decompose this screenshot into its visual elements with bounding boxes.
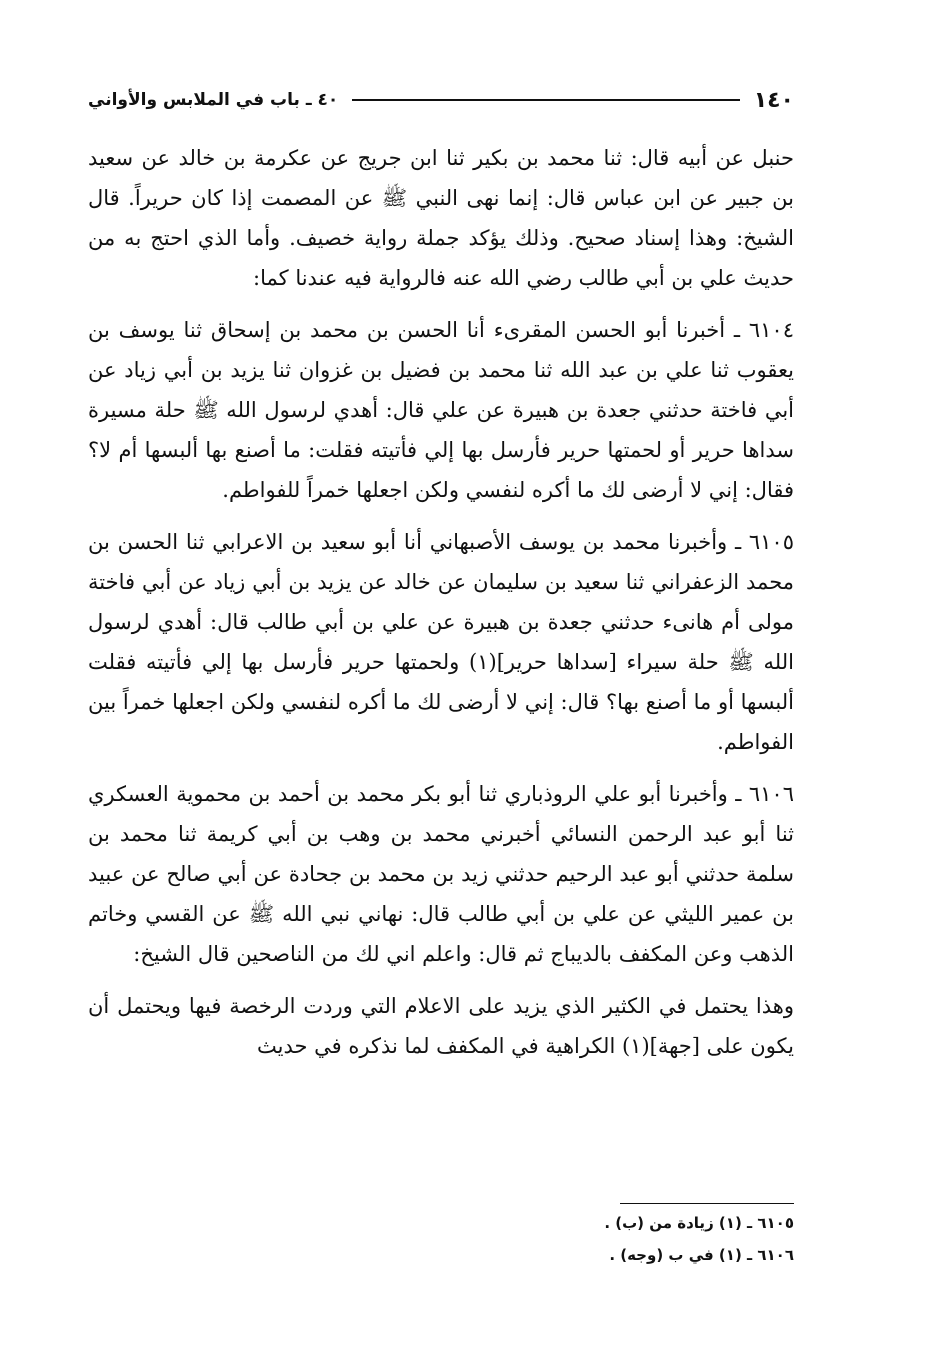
paragraph-commentary: وهذا يحتمل في الكثير الذي يزيد على الاعلام التي وردت الرخصة فيها ويحتمل أن يكون على [جهة](١) الكراهية في المكفف لما نذكره في حديث [88, 994, 794, 1058]
page-number: ١٤٠ [753, 87, 794, 113]
running-title: ٤٠ ـ باب في الملابس والأواني [88, 90, 339, 110]
footnotes [88, 1207, 794, 1271]
paragraph-hadith-6105: ٦١٠٥ ـ وأخبرنا محمد بن يوسف الأصبهاني أنا أبو سعيد بن الاعرابي ثنا الحسن بن محمد الزعفراني ثنا سعيد بن سليمان عن خالد عن يزيد بن أبي زياد عن أبي فاختة مولى أم هانىء حدثني جعدة بن هبيرة عن علي بن أبي طالب قال: أهدي لرسول الله ﷺ حلة سيراء [سداها حرير](١) ولحمتها حرير فأرسل بها إلي فأتيته فقلت ألبسها أو ما أصنع بها؟ قال: إني لا أرضى لك ما أكره لنفسي ولكن اجعلها خمراً بين الفواطم. [88, 530, 794, 754]
footnote-6106: ٦١٠٦ ـ (١) في ب (وجه) . [609, 1246, 794, 1264]
footnote-separator [620, 1203, 794, 1204]
paragraph-hadith-6104: ٦١٠٤ ـ أخبرنا أبو الحسن المقرىء أنا الحسن بن محمد بن إسحاق ثنا يوسف بن يعقوب ثنا علي بن عبد الله ثنا محمد بن فضيل بن غزوان ثنا يزيد بن أبي زياد عن أبي فاختة حدثني جعدة بن هبيرة عن علي قال: أهدي لرسول الله ﷺ حلة مسيرة سداها حرير أو لحمتها حرير فأرسل بها إلي فأتيته فقلت: ما أصنع بها ألبسها أم لا؟ فقال: إني لا أرضى لك ما أكره لنفسي ولكن اجعلها خمراً للفواطم. [88, 318, 794, 502]
footnote-6105: ٦١٠٥ ـ (١) زيادة من (ب) . [604, 1214, 794, 1232]
paragraph-intro: حنبل عن أبيه قال: ثنا محمد بن بكير ثنا ابن جريج عن عكرمة بن خالد عن سعيد بن جبير عن ابن عباس قال: إنما نهى النبي ﷺ عن المصمت إذا كان حريراً. قال الشيخ: وهذا إسناد صحيح. وذلك يؤكد جملة رواية خصيف. وأما الذي احتج به من حديث علي بن أبي طالب رضي الله عنه فالرواية فيه عندنا كما: [88, 146, 794, 290]
paragraph-hadith-6106: ٦١٠٦ ـ وأخبرنا أبو علي الروذباري ثنا أبو بكر محمد بن أحمد بن محموية العسكري ثنا أبو عبد الرحمن النسائي أخبرني محمد بن وهب بن أبي كريمة ثنا محمد بن سلمة حدثني أبو عبد الرحيم حدثني زيد بن محمد بن جحادة عن أبي صالح عن عبيد بن عمير الليثي عن علي بن أبي طالب قال: نهاني نبي الله ﷺ عن القسي وخاتم الذهب وعن المكفف بالديباج ثم قال: واعلم اني لك من الناصحين قال الشيخ: [88, 782, 794, 966]
body-text [88, 138, 794, 1066]
header-rule [352, 99, 739, 101]
page-header [88, 82, 794, 118]
